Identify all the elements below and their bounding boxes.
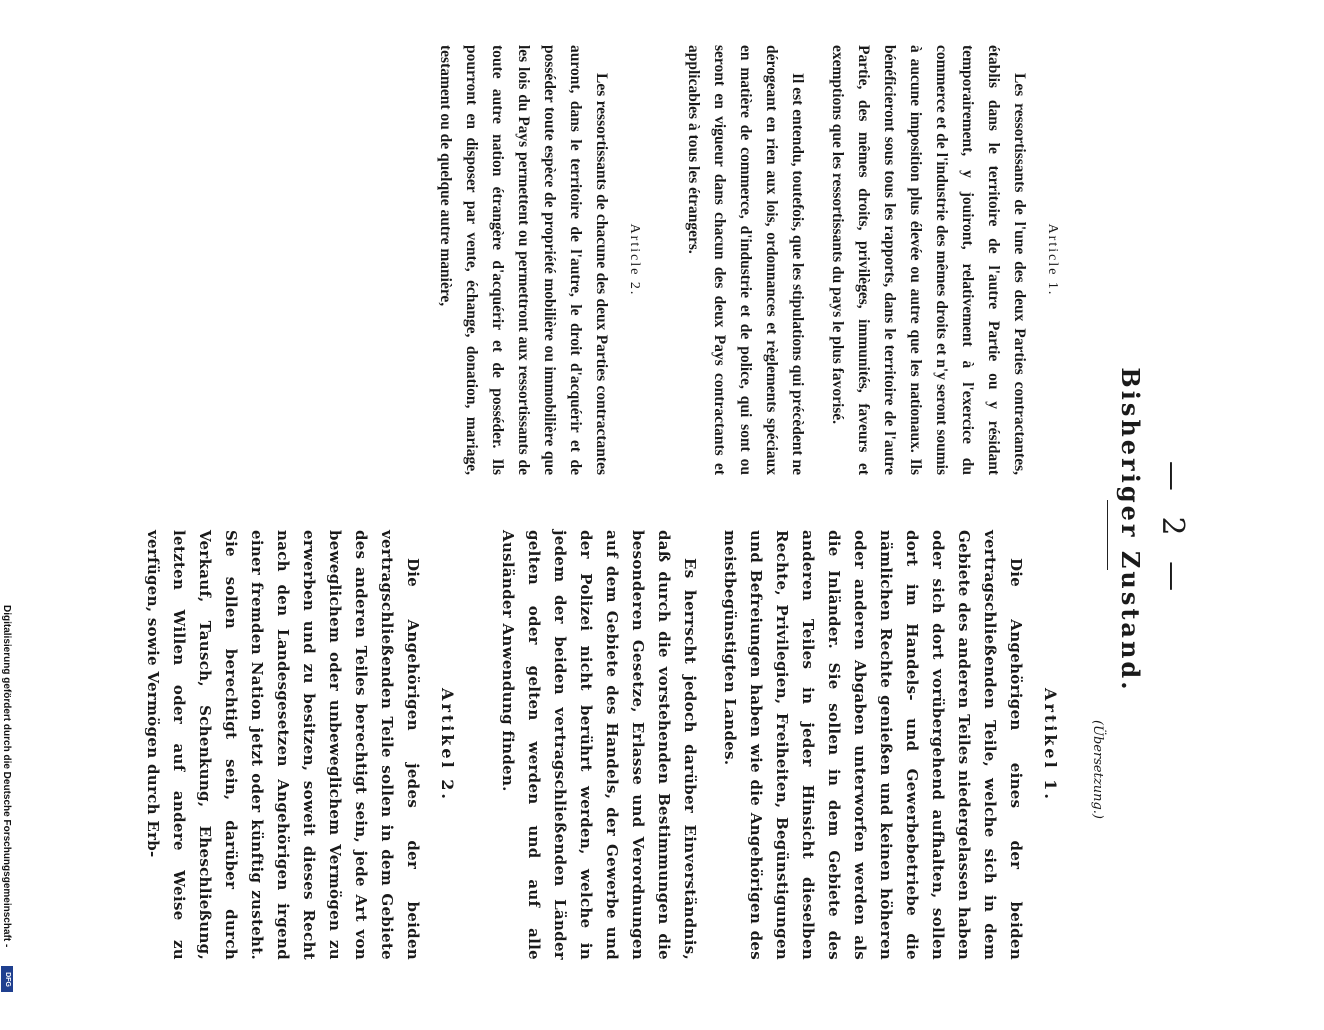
dfg-logo-icon: DFG bbox=[1, 966, 13, 992]
german-article-2 bbox=[140, 530, 457, 960]
page-title: Bisheriger Zustand. bbox=[1116, 367, 1145, 693]
french-article-1-paragraph: Les ressortissants de l'une des deux Parties contractantes, établis dans le territoire de l'autre Partie ou y résidant temporairement, y jouiront, relativement à l'exercice du commerce et de l'industrie des mêmes droits et n'y seront soumis à aucune imposition plus élevée ou autre que les nationaux. Ils bénéficieront sous tous les rapports, dans le territoire de l'autre Partie, des mêmes droits, privilèges, immunités, faveurs et exemptions que les ressortissants du pays le plus favorisé. bbox=[829, 45, 1028, 475]
german-article-1 bbox=[495, 530, 1060, 960]
digitization-credit-strip bbox=[0, 0, 14, 1000]
title-divider bbox=[1107, 500, 1108, 570]
german-article-2-heading: Artikel 2. bbox=[438, 688, 457, 802]
french-article-2-paragraph: Les ressortissants de chacune des deux Parties contractantes auront, dans le territoire de l'autre, le droit d'acquérir et de posséder toute espèce de propriété mobilière ou immobilière que les lois du Pays permettent ou permettront aux ressortissants de toute autre nation étrangère d'acquérir et de posséder. Ils pourront en disposer par vente, échange, donation, mariage, testament ou de quelque autre manière, bbox=[437, 45, 610, 475]
french-article-2-heading: Article 2. bbox=[627, 223, 642, 297]
french-article-1-heading: Article 1. bbox=[1045, 223, 1060, 297]
rotated-page bbox=[144, 30, 1190, 1030]
page-number: — 2 — bbox=[1155, 460, 1190, 600]
digitization-credit: Digitalisierung gefördert durch die Deutsche Forschungsgemeinschaft - bbox=[1, 605, 12, 948]
french-article-1-paragraph: Il est entendu, toutefois, que les stipulations qui précèdent ne dérogeant en rien aux lois, ordonnances et règlements spéciaux en matière de commerce, d'industrie et de police, qui sont ou seront en vigueur dans chacun des deux Pays contractants et applicables à tous les étrangers. bbox=[685, 45, 806, 475]
french-column bbox=[394, 45, 1060, 475]
german-article-1-paragraph: Es herrscht jedoch darüber Einverständnis, daß durch die vorstehenden Bestimmungen die besonderen Gesetze, Erlasse und Verordnungen auf dem Gebiete des Handels, der Gewerbe und der Polizei nicht berührt werden, welche in jedem der beiden vertragschließenden Länder gelten oder gelten werden und auf alle Ausländer Anwendung finden. bbox=[499, 530, 699, 960]
german-article-1-heading: Artikel 1. bbox=[1041, 688, 1060, 802]
continuation-note: (Übersetzung.) bbox=[1090, 720, 1105, 819]
french-article-2 bbox=[432, 45, 642, 475]
german-column bbox=[102, 530, 1060, 960]
french-article-1 bbox=[680, 45, 1060, 475]
german-article-2-paragraph: Die Angehörigen jedes der beiden vertragschließenden Teile sollen in dem Gebiete des anderen Teiles berechtigt sein, jede Art von beweglichem oder unbeweglichem Vermögen zu erwerben und zu besitzen, soweit dieses Recht nach den Landesgesetzen Angehörigen irgend einer fremden Nation jetzt oder künftig zusteht. Sie sollen berechtigt sein, darüber durch Verkauf, Tausch, Schenkung, Eheschließung, letzten Willen oder auf andere Weise zu verfügen, sowie Vermögen durch Erb- bbox=[144, 530, 422, 960]
german-article-1-paragraph: Die Angehörigen eines der beiden vertragschließenden Teile, welche sich in dem Gebiete des anderen Teiles niedergelassen haben oder sich dort vorübergehend aufhalten, sollen dort im Handels- und Gewerbebetriebe die nämlichen Rechte genießen und keinen höheren oder anderen Abgaben unterworfen werden als die Inländer. Sie sollen in dem Gebiete des anderen Teiles in jeder Hinsicht dieselben Rechte, Privilegien, Freiheiten, Begünstigungen und Befreiungen haben wie die Angehörigen des meistbegünstigten Landes. bbox=[721, 530, 1025, 960]
